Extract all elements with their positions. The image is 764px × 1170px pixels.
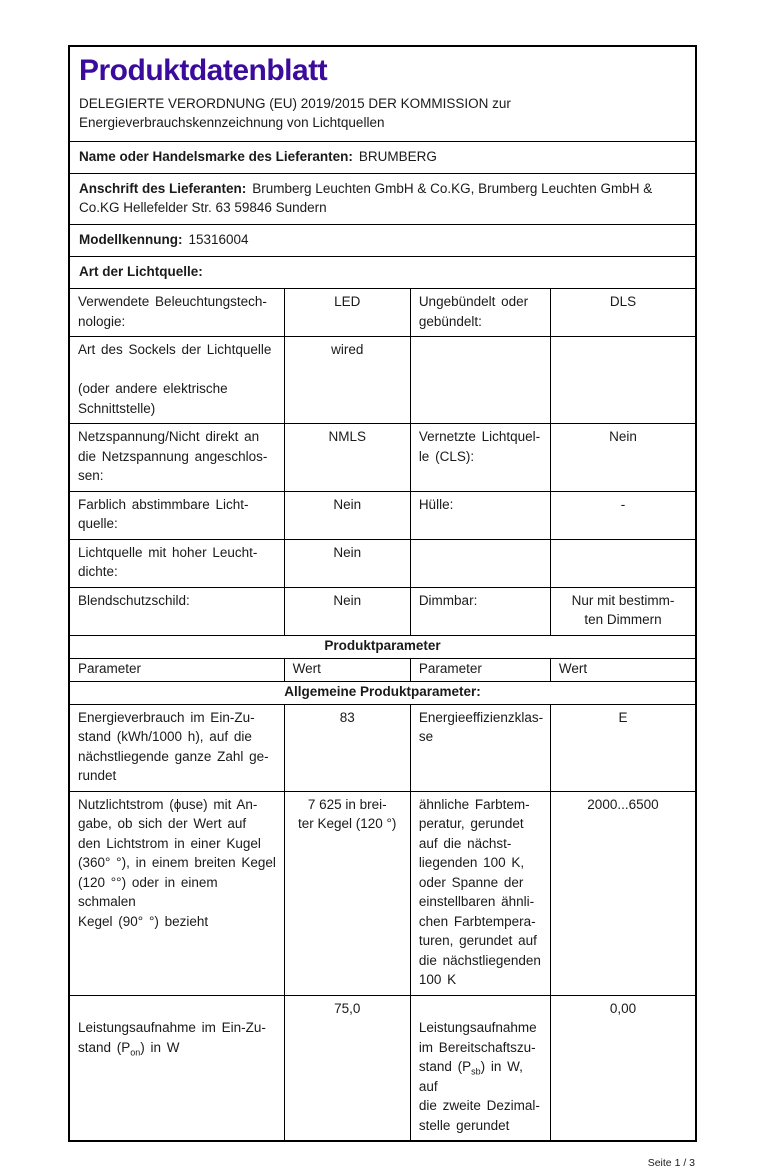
param-name-cell: Hülle: — [410, 492, 550, 539]
param-name-cell: Vernetzte Lichtquel- le (CLS): — [410, 424, 550, 491]
table-row — [70, 791, 695, 995]
param-value-cell: Nein — [284, 492, 410, 539]
param-value-cell: 2000...6500 — [550, 792, 695, 995]
page-number: Seite 1 / 3 — [647, 1157, 695, 1169]
param-name-cell: Energieeffizienzklas- se — [410, 705, 550, 791]
param-value-cell: Nein — [284, 588, 410, 635]
param-name-cell: Verwendete Beleuchtungstech- nologie: — [78, 294, 267, 329]
subscript: sb — [471, 1066, 481, 1077]
param-name-cell: Blendschutzschild: — [78, 592, 190, 608]
supplier-address-row — [70, 173, 695, 224]
supplier-name-value: BRUMBERG — [358, 149, 437, 164]
param-text: Leistungsaufnahme im Ein-Zu- stand (P — [78, 1020, 266, 1055]
param-value-cell: Nein — [550, 424, 695, 491]
param-value-cell — [550, 540, 695, 587]
column-header: Parameter — [410, 659, 550, 681]
param-value-cell: - — [550, 492, 695, 539]
param-name-cell: ähnliche Farbtem- peratur, gerundet auf die nächst- liegenden 100 K, oder Spanne der einstellbaren ähnli- chen Farbtempera- turen, gerundet auf die nächstliegenden 100 K — [410, 792, 550, 995]
subsection-title-allgemeine: Allgemeine Produktparameter: — [70, 681, 695, 704]
supplier-name-row — [70, 141, 695, 173]
title-block — [70, 47, 695, 141]
model-id-row — [70, 224, 695, 256]
param-name-cell: Farblich abstimmbare Licht- quelle: — [78, 496, 249, 531]
param-value-cell: DLS — [550, 289, 695, 336]
param-value-cell: 7 625 in brei- ter Kegel (120 °) — [284, 792, 410, 995]
table-header-row — [70, 658, 695, 681]
param-text: ) in W, auf die zweite Dezimal- stelle gerundet — [418, 1059, 540, 1133]
model-id-label: Modellkennung: — [79, 232, 183, 247]
param-name-cell: Netzspannung/Nicht direkt an die Netzspannung angeschlos- sen: — [78, 429, 268, 483]
column-header: Parameter — [78, 660, 142, 676]
param-value-cell: E — [550, 705, 695, 791]
param-value-cell: NMLS — [284, 424, 410, 491]
subscript: on — [130, 1047, 141, 1058]
table-row — [70, 288, 695, 336]
param-value-cell — [550, 337, 695, 423]
param-name-cell — [410, 540, 550, 587]
param-value-cell: Nein — [284, 540, 410, 587]
section-title-produktparameter: Produktparameter — [70, 635, 695, 658]
param-value-cell: LED — [284, 289, 410, 336]
datasheet-table — [68, 45, 697, 1142]
param-name-cell: Ungebündelt oder gebündelt: — [410, 289, 550, 336]
table-row — [70, 491, 695, 539]
table-row — [70, 995, 695, 1141]
regulation-subtitle: DELEGIERTE VERORDNUNG (EU) 2019/2015 DER KOMMISSION zur Energieverbrauchskennzeichnung von Lichtquellen — [79, 96, 511, 130]
param-name-cell: Art des Sockels der Lichtquelle (oder andere elektrische Schnittstelle) — [78, 342, 272, 416]
light-source-heading-row — [70, 256, 695, 288]
param-name-cell — [410, 996, 550, 1141]
model-id-value: 15316004 — [188, 232, 249, 247]
param-value-cell: 0,00 — [550, 996, 695, 1141]
column-header: Wert — [550, 659, 695, 681]
param-name-cell: Lichtquelle mit hoher Leucht- dichte: — [78, 544, 258, 579]
param-name-cell: Nutzlichtstrom (ϕuse) mit An- gabe, ob sich der Wert auf den Lichtstrom in einer Kugel (360° °), in einem breiten Kegel (120 °°) oder in einem schmalen Kegel (90° °) bezieht — [78, 796, 276, 929]
param-text: ) in W — [140, 1039, 180, 1055]
supplier-name-label: Name oder Handelsmarke des Lieferanten: — [79, 149, 353, 164]
table-row — [70, 539, 695, 587]
param-name-cell — [70, 996, 284, 1141]
param-text: Leistungsaufnahme im Bereitschaftszu- stand (P — [418, 1020, 537, 1074]
light-source-heading: Art der Lichtquelle: — [79, 264, 203, 279]
table-row — [70, 587, 695, 635]
table-row — [70, 336, 695, 423]
param-value-cell: Nur mit bestimm- ten Dimmern — [550, 588, 695, 635]
param-value-cell: 75,0 — [284, 996, 410, 1141]
table-row — [70, 423, 695, 491]
param-name-cell — [410, 337, 550, 423]
param-value-cell: wired — [284, 337, 410, 423]
param-value-cell: 83 — [284, 705, 410, 791]
page-title: Produktdatenblatt — [79, 54, 328, 87]
column-header: Wert — [284, 659, 410, 681]
param-name-cell: Dimmbar: — [410, 588, 550, 635]
supplier-address-label: Anschrift des Lieferanten: — [79, 181, 247, 196]
param-name-cell: Energieverbrauch im Ein-Zu- stand (kWh/1000 h), auf die nächstliegende ganze Zahl ge- rundet — [78, 709, 269, 783]
supplier-address-value: Brumberg Leuchten GmbH & Co.KG, Brumberg Leuchten GmbH & Co.KG Hellefelder Str. 63 59846 Sundern — [79, 181, 653, 215]
table-row — [70, 704, 695, 791]
